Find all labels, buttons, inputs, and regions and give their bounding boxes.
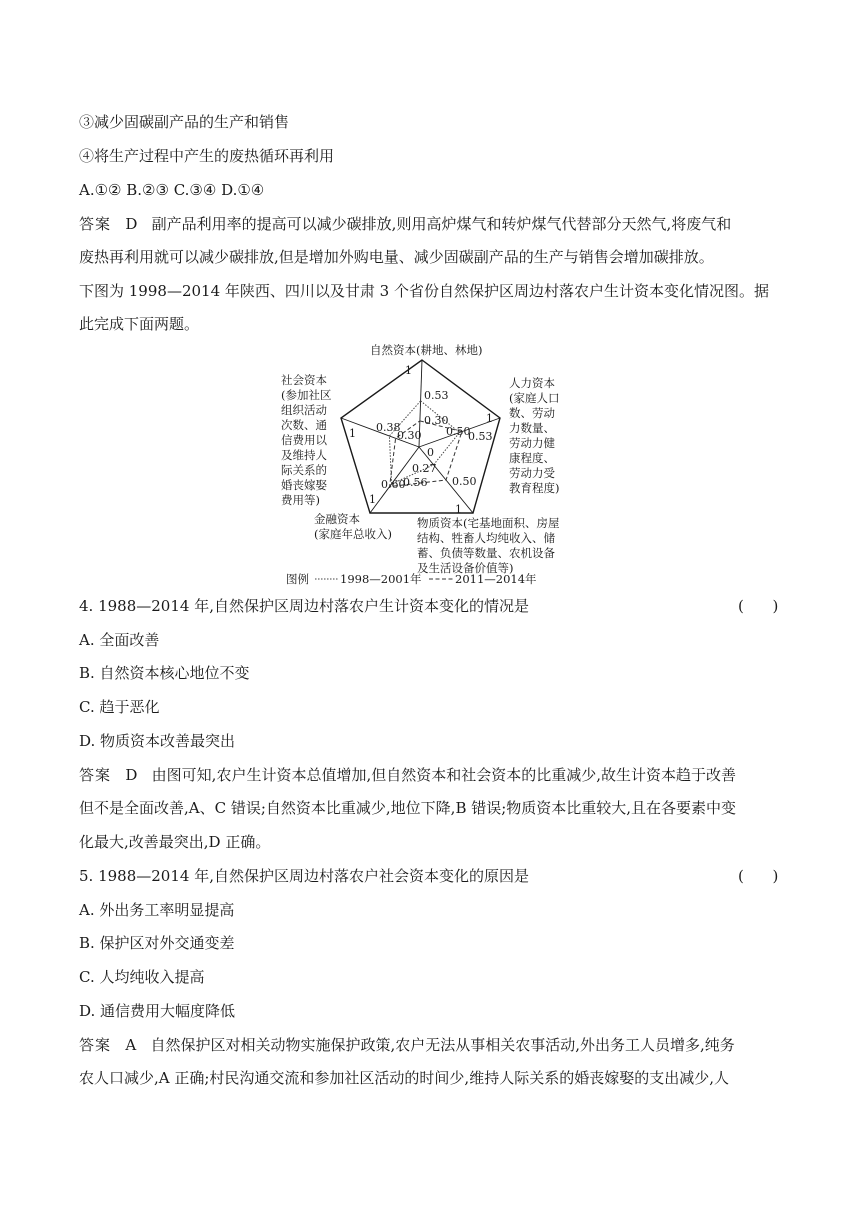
axis-label-human-line: (家庭人口 [509,391,560,405]
q4-answer-blank: ( ) [738,597,779,615]
legend-series-2011-2014: 2011—2014年 [455,572,537,586]
q4-answer-line2: 但不是全面改善,A、C 错误;自然资本比重减少,地位下降,B 错误;物质资本比重较大,且在各要素中变 [79,799,737,817]
value-label: 0 [427,446,434,459]
vertex-value-social: 1 [349,427,356,440]
q5-option-a: A. 外出务工率明显提高 [79,901,235,919]
axis-label-social-line: (参加社区 [281,388,332,402]
axis-label-natural: 自然资本(耕地、林地) [370,343,483,357]
q4-option-d: D. 物质资本改善最突出 [79,732,236,750]
answer-label: 答案 [79,215,112,233]
axis-label-social-line: 及维持人 [281,448,327,462]
axis-label-social-line: 组织活动 [281,403,327,417]
answer-text: 自然保护区对相关动物实施保护政策,农户无法从事相关农事活动,外出务工人员增多,纯务 [150,1036,735,1054]
axis-label-human-line: 教育程度) [509,481,560,495]
axis-label-social-line: 婚丧嫁娶 [281,478,327,492]
axis-label-human-line: 力数量、 [509,421,555,435]
answer-text: 副产品利用率的提高可以减少碳排放,则用高炉煤气和转炉煤气代替部分天然气,将废气和 [151,215,732,233]
q4-stem: 4. 1988—2014 年,自然保护区周边村落农户生计资本变化的情况是 [79,597,529,615]
q5-answer-line1 [79,1035,735,1055]
q5-option-d: D. 通信费用大幅度降低 [79,1002,236,1020]
option-4: ④将生产过程中产生的废热循环再利用 [79,147,335,165]
axis-label-social-line: 次数、通 [281,418,327,432]
axis-label-physical-line: 物质资本(宅基地面积、房屋 [417,516,560,530]
axis-label-social-line: 际关系的 [281,463,327,477]
value-label: 0.30 [397,429,422,442]
radar-figure [270,336,590,590]
answer-letter: A [125,1036,137,1054]
answer-text: 由图可知,农户生计资本总值增加,但自然资本和社会资本的比重减少,故生计资本趋于改善 [151,766,736,784]
axis-label-human-line: 数、劳动 [509,406,555,420]
axis-label-social [281,373,332,507]
q5-option-c: C. 人均纯收入提高 [79,968,205,986]
value-label: 0.50 [452,475,477,488]
q4-option-a: A. 全面改善 [79,631,160,649]
answer-prev-line2: 废热再利用就可以减少碳排放,但是增加外购电量、减少固碳副产品的生产与销售会增加碳排放。 [79,248,714,266]
q4-answer-line3: 化最大,改善最突出,D 正确。 [79,833,271,851]
q4-answer-line1 [79,765,736,785]
axis-label-human-line: 人力资本 [509,376,555,390]
q5-option-b: B. 保护区对外交通变差 [79,934,235,952]
vertex-value-natural: 1 [405,364,412,377]
axis-label-financial-line: 金融资本 [314,512,360,526]
value-label: 0.38 [376,421,401,434]
axis-label-physical [417,516,560,575]
axis-label-human [509,376,560,495]
intro-line1: 下图为 1998—2014 年陕西、四川以及甘肃 3 个省份自然保护区周边村落农户生计资本变化情况图。据 [79,282,769,300]
answer-letter: D [125,766,138,784]
axis-label-human-line: 康程度、 [509,451,555,465]
q4-option-b: B. 自然资本核心地位不变 [79,664,250,682]
axis-label-physical-line: 蓄、负债等数量、农机设备 [417,546,555,560]
value-label: 0.53 [468,430,493,443]
q4-option-c: C. 趋于恶化 [79,698,160,716]
value-label: 0.50 [446,425,471,438]
answer-letter: D [125,215,138,233]
value-label: 0.56 [403,476,428,489]
axis-label-human-line: 劳动力受 [509,466,555,480]
vertex-value-financial: 1 [369,493,376,506]
axis-label-physical-line: 及生活设备价值等) [417,561,514,575]
legend-label: 图例 [286,572,309,586]
axis-label-human-line: 劳动力健 [509,436,555,450]
choices-line: A.①② B.②③ C.③④ D.①④ [79,181,265,199]
axis-label-financial-line: (家庭年总收入) [314,527,392,541]
legend [286,572,537,586]
legend-series-1998-2001: 1998—2001年 [340,572,422,586]
vertex-value-human: 1 [486,412,493,425]
axis-label-social-line: 社会资本 [281,373,327,387]
answer-prev-line1 [79,214,731,234]
value-label: 0.27 [412,462,437,475]
option-3: ③减少固碳副产品的生产和销售 [79,113,290,131]
axis-label-financial [314,512,392,541]
intro-line2: 此完成下面两题。 [79,315,200,333]
value-label: 0.30 [424,414,449,427]
vertex-value-physical: 1 [455,503,462,516]
axis-label-social-line: 信费用以 [281,433,327,447]
answer-label: 答案 [79,1036,112,1054]
q5-answer-blank: ( ) [738,867,779,885]
axis-label-social-line: 费用等) [281,493,320,507]
axis-label-physical-line: 结构、牲畜人均纯收入、储 [417,531,555,545]
q5-stem: 5. 1988—2014 年,自然保护区周边村落农户社会资本变化的原因是 [79,867,529,885]
value-label: 0.60 [381,478,406,491]
answer-label: 答案 [79,766,112,784]
value-label: 0.53 [424,389,449,402]
q5-answer-line2: 农人口减少,A 正确;村民沟通交流和参加社区活动的时间少,维持人际关系的婚丧嫁娶的支出减少,人 [79,1069,729,1087]
